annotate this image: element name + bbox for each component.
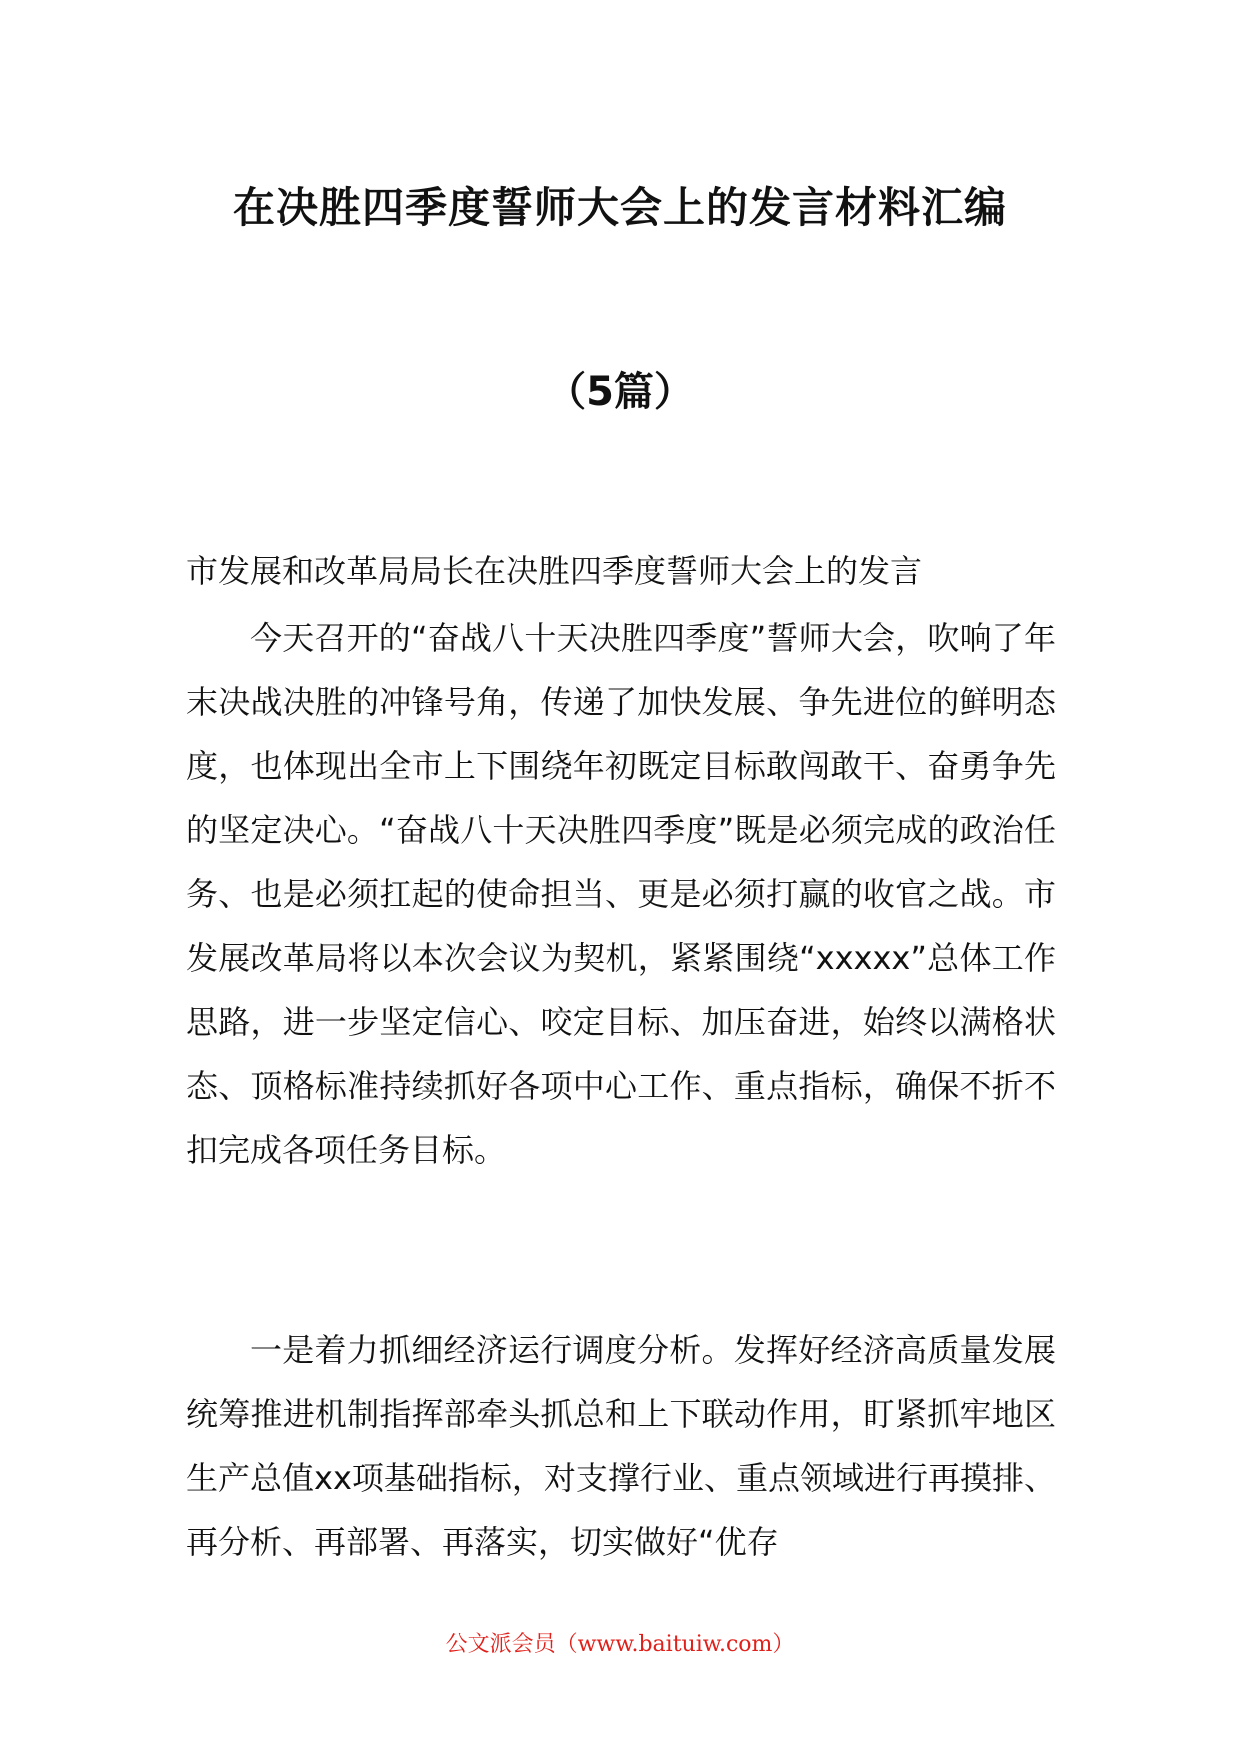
- paragraph-point-one: 一是着力抓细经济运行调度分析。发挥好经济高质量发展统筹推进机制指挥部牵头抓总和上下联动作用，盯紧抓牢地区生产总值xx项基础指标，对支撑行业、重点领域进行再摸排、再分析、再部署、再落实，切实做好“优存: [186, 1331, 1056, 1561]
- section-heading: 市发展和改革局局长在决胜四季度誓师大会上的发言: [186, 552, 923, 590]
- document-title: 在决胜四季度誓师大会上的发言材料汇编: [232, 183, 1007, 232]
- document-subtitle: （5篇）: [546, 369, 694, 415]
- paragraph-intro: 今天召开的“奋战八十天决胜四季度”誓师大会，吹响了年末决战决胜的冲锋号角，传递了加快发展、争先进位的鲜明态度，也体现出全市上下围绕年初既定目标敢闯敢干、奋勇争先的坚定决心。“奋战八十天决胜四季度”既是必须完成的政治任务、也是必须扛起的使命担当、更是必须打赢的收官之战。市发展改革局将以本次会议为契机，紧紧围绕“xxxxx”总体工作思路，进一步坚定信心、咬定目标、加压奋进，始终以满格状态、顶格标准持续抓好各项中心工作、重点指标，确保不折不扣完成各项任务目标。: [186, 619, 1056, 1169]
- footer-watermark: 公文派会员（www.baituiw.com）: [445, 1632, 795, 1657]
